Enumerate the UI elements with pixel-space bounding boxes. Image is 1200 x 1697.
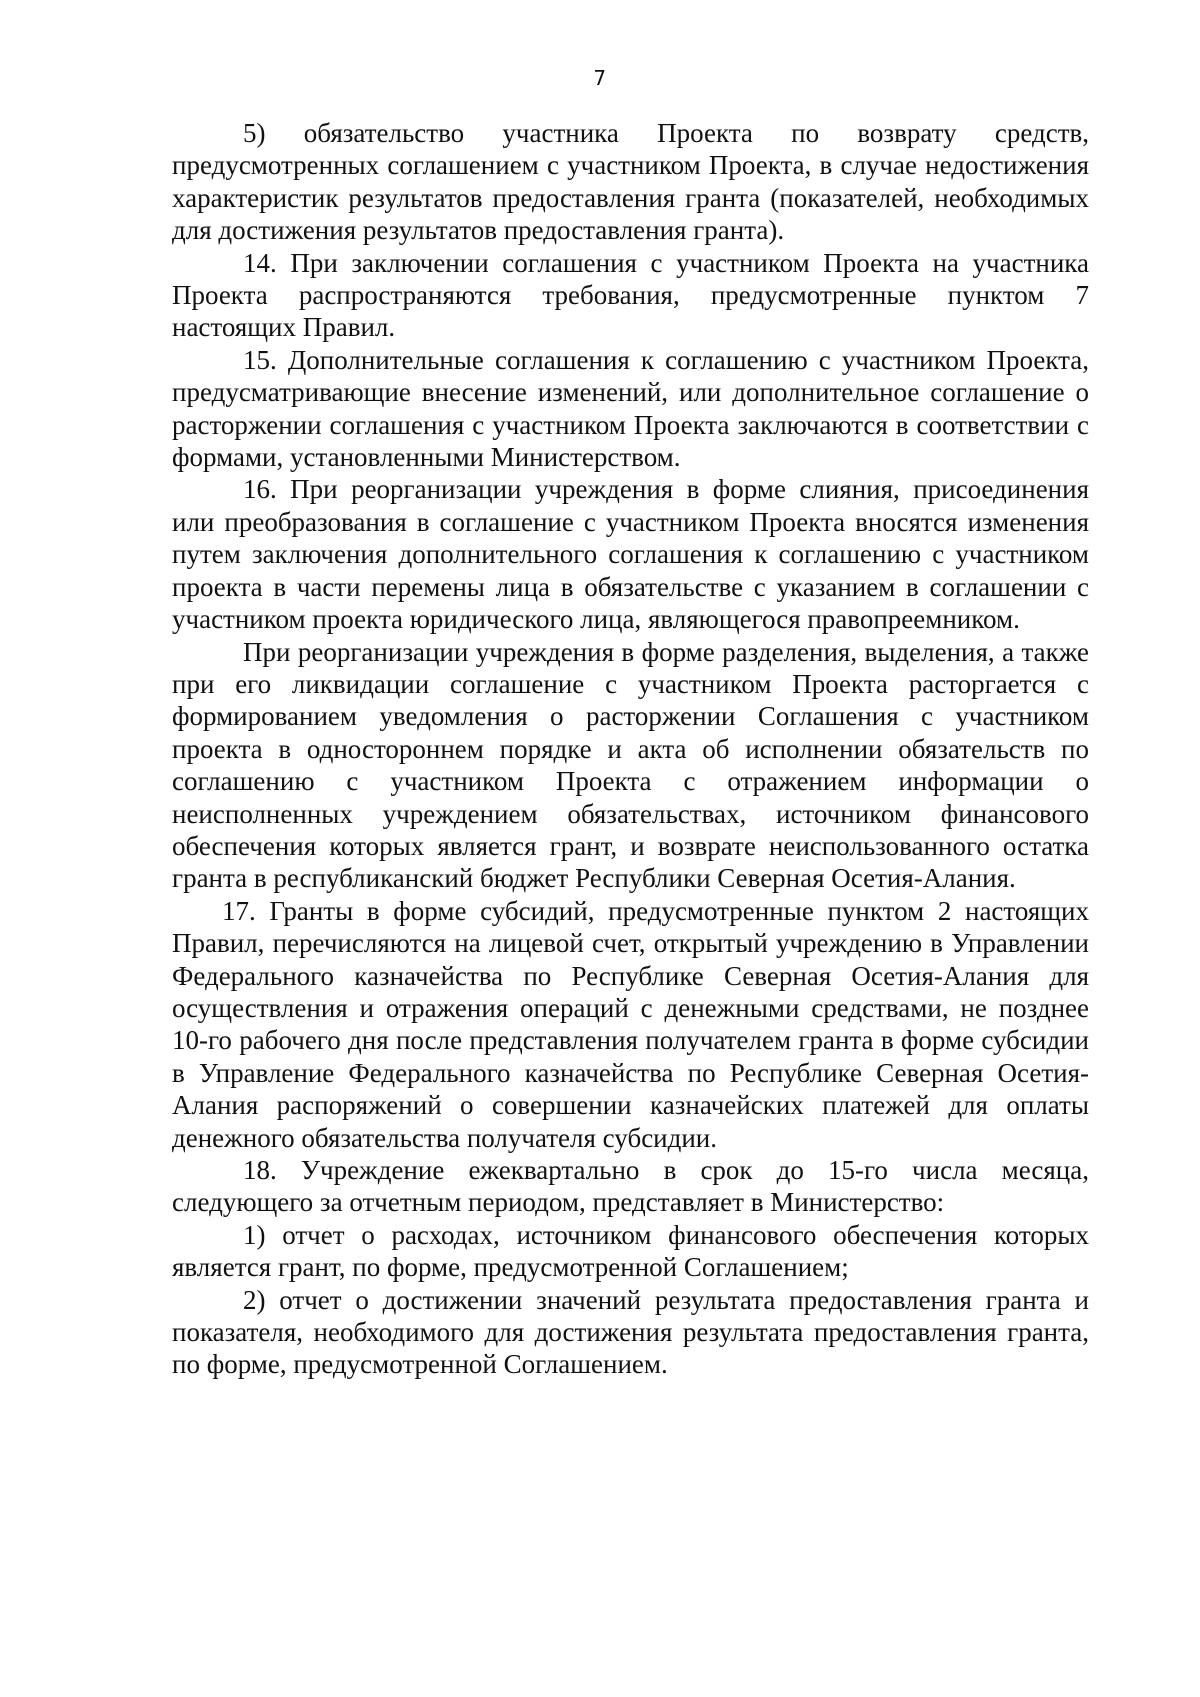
paragraph-16-continuation: При реорганизации учреждения в форме разделения, выделения, а также при его ликвидации соглашение с участником Проекта расторгается с формированием уведомления о расторжении Соглашения с участником проекта в одностороннем порядке и акта об исполнении обязательств по соглашению с участником Проекта с отражением информации о неисполненных учреждением обязательствах, источником финансового обеспечения которых является грант, и возврате неиспользованного остатка гранта в республиканский бюджет Республики Северная Осетия-Алания.	[172, 636, 1089, 894]
paragraph-13-item-5: 5) обязательство участника Проекта по возврату средств, предусмотренных соглашением с участником Проекта, в случае недостижения характеристик результатов предоставления гранта (показателей, необходимых для достижения результатов предоставления гранта).	[172, 118, 1089, 246]
paragraph-17: 17. Гранты в форме субсидий, предусмотренные пунктом 2 настоящих Правил, перечисляются на лицевой счет, открытый учреждению в Управлении Федерального казначейства по Республике Северная Осетия-Алания для осуществления и отражения операций с денежными средствами, не позднее 10-го рабочего дня после представления получателем гранта в форме субсидии в Управление Федерального казначейства по Республике Северная Осетия-Алания распоряжений о совершении казначейских платежей для оплаты денежного обязательства получателя субсидии.	[172, 895, 1089, 1153]
paragraph-18: 18. Учреждение ежеквартально в срок до 15-го числа месяца, следующего за отчетным периодом, представляет в Министерство:	[172, 1155, 1089, 1218]
page-number: 7	[593, 66, 607, 90]
paragraph-18-item-1: 1) отчет о расходах, источником финансового обеспечения которых является грант, по форме, предусмотренной Соглашением;	[172, 1219, 1089, 1283]
paragraph-18-item-2: 2) отчет о достижении значений результата предоставления гранта и показателя, необходимого для достижения результата предоставления гранта, по форме, предусмотренной Соглашением.	[172, 1284, 1089, 1380]
paragraph-16: 16. При реорганизации учреждения в форме слияния, присоединения или преобразования в соглашение с участником Проекта вносятся изменения путем заключения дополнительного соглашения к соглашению с участником проекта в части перемены лица в обязательстве с указанием в соглашении с участником проекта юридического лица, являющегося правопреемником.	[172, 474, 1089, 635]
paragraph-15: 15. Дополнительные соглашения к соглашению с участником Проекта, предусматривающие внесение изменений, или дополнительное соглашение о расторжении соглашения с участником Проекта заключаются в соответствии с формами, установленными Министерством.	[172, 344, 1089, 473]
paragraph-14: 14. При заключении соглашения с участником Проекта на участника Проекта распространяются требования, предусмотренные пунктом 7 настоящих Правил.	[172, 247, 1089, 343]
document-body	[172, 117, 1089, 1381]
